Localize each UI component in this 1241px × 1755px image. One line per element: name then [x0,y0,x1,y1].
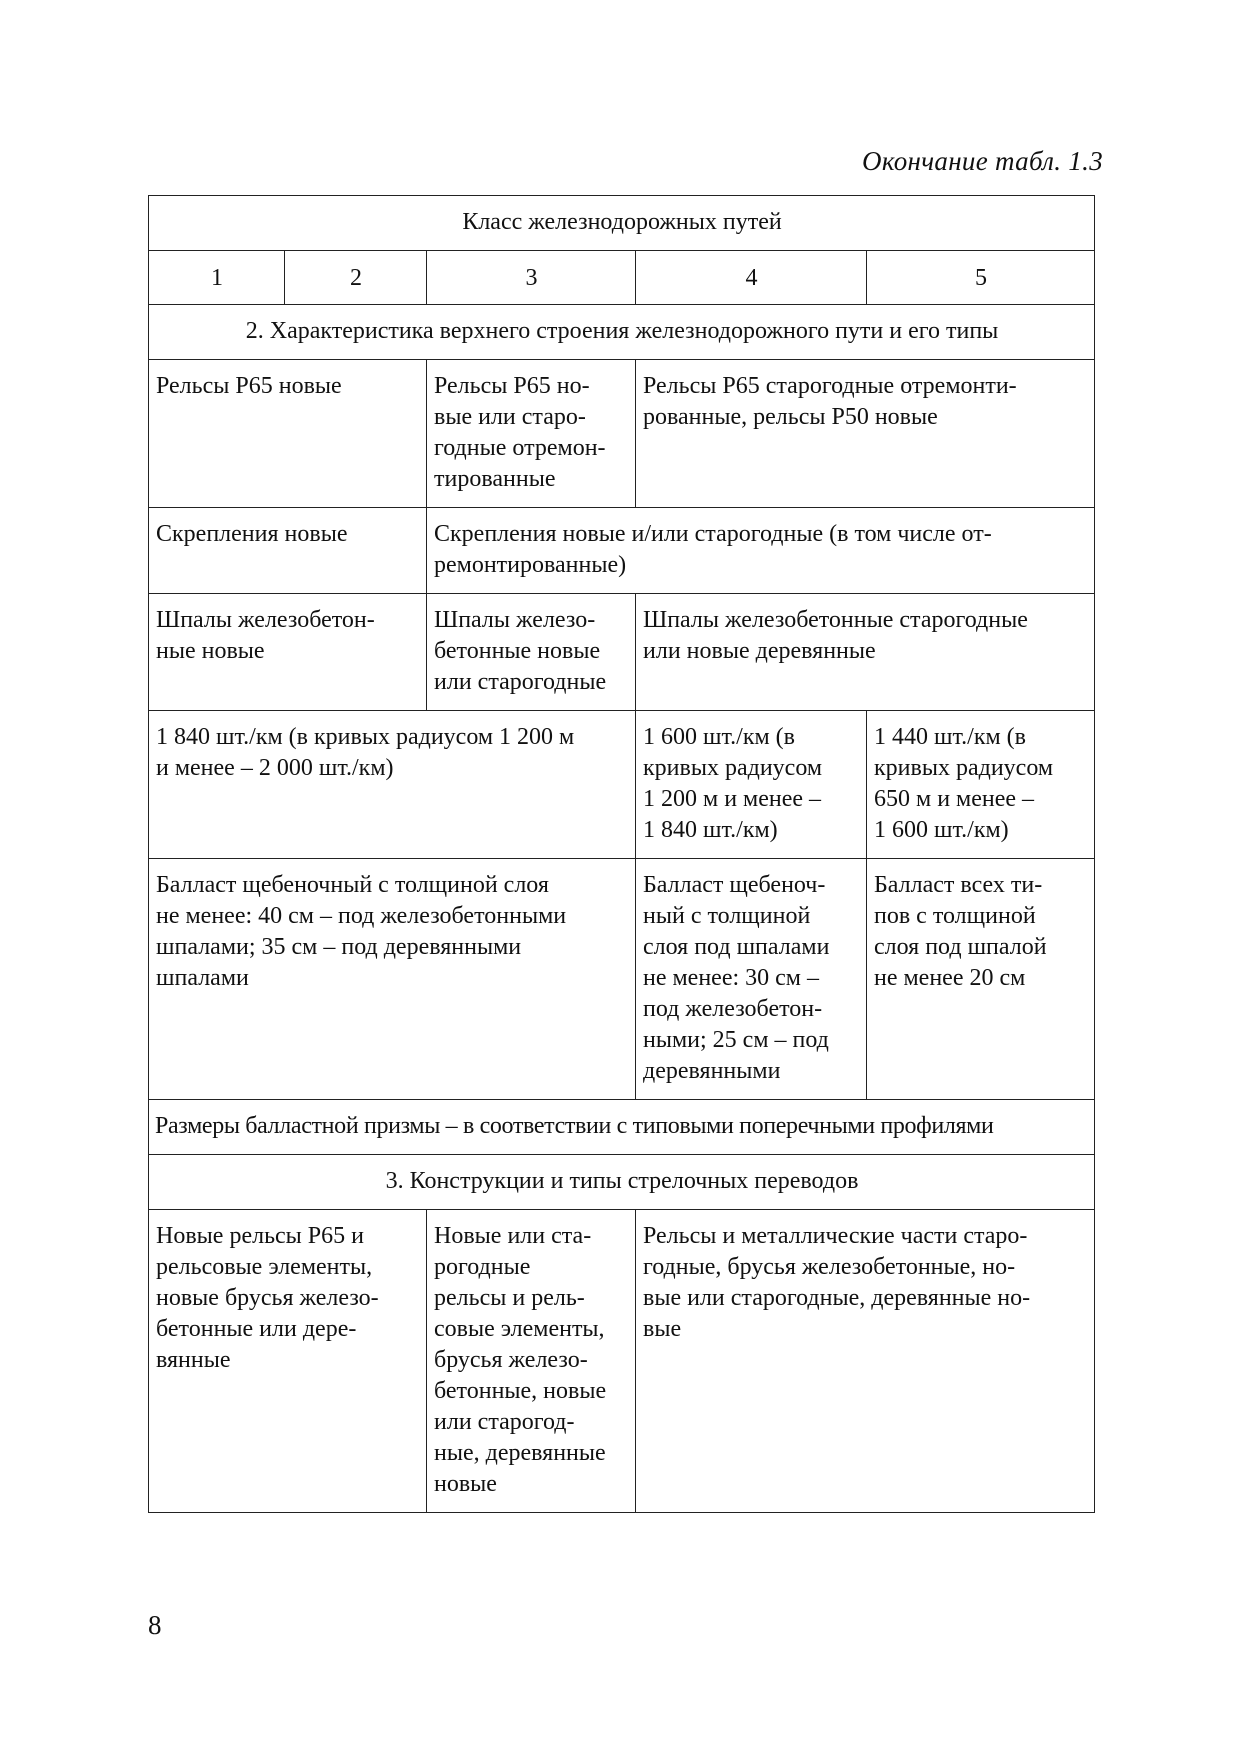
table-row [149,305,1095,360]
class-number-cell: 3 [427,251,636,305]
table-row [149,594,1095,711]
table-cell: Рельсы Р65 но- вые или старо- годные отремон- тированные [427,360,636,508]
table-cell: 1 840 шт./км (в кривых радиусом 1 200 м и менее – 2 000 шт./км) [149,711,636,859]
table-cell: Шпалы железобетонные старогодные или новые деревянные [636,594,1095,711]
class-number-cell: 4 [636,251,867,305]
table-caption: Окончание табл. 1.3 [862,146,1103,176]
table-row [149,711,1095,859]
table-cell: Рельсы Р65 новые [149,360,427,508]
table-cell: 1 600 шт./км (в кривых радиусом 1 200 м и менее – 1 840 шт./км) [636,711,867,859]
class-number-cell: 5 [867,251,1095,305]
table-cell: Скрепления новые и/или старогодные (в том числе от- ремонтированные) [427,508,1095,594]
table-cell: Новые рельсы Р65 и рельсовые элементы, новые брусья железо- бетонные или дере- вянные [149,1210,427,1513]
table-row [149,251,1095,305]
table-row [149,1155,1095,1210]
page-number: 8 [148,1610,162,1640]
table-cell: Балласт щебеночный с толщиной слоя не менее: 40 см – под железобетонными шпалами; 35 см – под деревянными шпалами [149,859,636,1100]
table-cell: Размеры балластной призмы – в соответствии с типовыми поперечными профилями [149,1100,1095,1155]
section-heading-cell: 3. Конструкции и типы стрелочных переводов [149,1155,1095,1210]
table-cell: Рельсы и металлические части старо- годные, брусья железобетонные, но- вые или старогодные, деревянные но- вые [636,1210,1095,1513]
table-cell: Балласт щебеноч- ный с толщиной слоя под шпалами не менее: 30 см – под железобетон- ными; 25 см – под деревянными [636,859,867,1100]
class-number-cell: 1 [149,251,285,305]
class-number-cell: 2 [285,251,427,305]
table-row [149,360,1095,508]
table-cell: 1 440 шт./км (в кривых радиусом 650 м и менее – 1 600 шт./км) [867,711,1095,859]
table-row [149,859,1095,1100]
table-row [149,508,1095,594]
table-cell: Шпалы железобетон- ные новые [149,594,427,711]
table-row [149,1100,1095,1155]
table-row [149,1210,1095,1513]
table-cell: Новые или ста- рогодные рельсы и рель- совые элементы, брусья железо- бетонные, новые или старогод- ные, деревянные новые [427,1210,636,1513]
table-cell: Скрепления новые [149,508,427,594]
table-cell: Рельсы Р65 старогодные отремонти- рованные, рельсы Р50 новые [636,360,1095,508]
section-heading-cell: 2. Характеристика верхнего строения железнодорожного пути и его типы [149,305,1095,360]
track-class-table [148,195,1095,1513]
table-cell: Балласт всех ти- пов с толщиной слоя под шпалой не менее 20 см [867,859,1095,1100]
table-row [149,196,1095,251]
table-header-cell: Класс железнодорожных путей [149,196,1095,251]
table-cell: Шпалы железо- бетонные новые или старогодные [427,594,636,711]
